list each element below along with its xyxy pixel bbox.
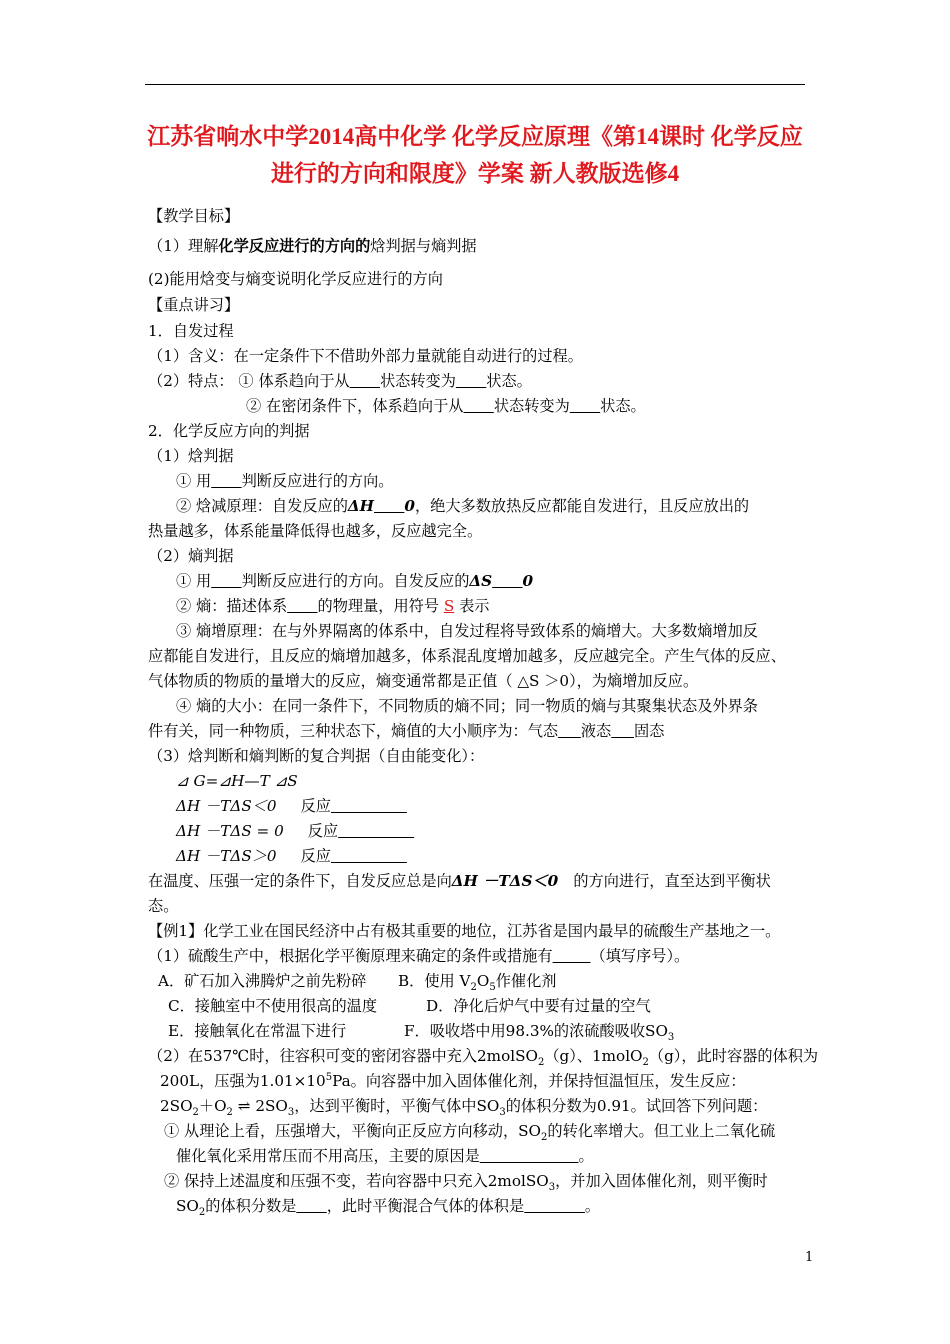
gibbs-formula: ⊿ G=⊿H—T ⊿S (176, 772, 298, 790)
enthalpy-item-2-cont: 热量越多，体系能量降低得也越多，反应越完全。 (148, 522, 483, 540)
reaction-equation: $2SO_2+O_2$ ⇌ $2SO_3$，达到平衡时，平衡气体中$SO_3$的体积分数为0.91。试回答下列问题： (160, 1097, 768, 1119)
gibbs-conclusion-line2: 态。 (148, 897, 179, 915)
entropy-item-3-line1: ③ 熵增原理：在与外界隔离的体系中，自发过程将导致体系的熵增大。大多数熵增加反 (176, 622, 758, 640)
page-number: 1 (805, 1250, 814, 1265)
goal-1: （1）理解化学反应进行的方向的焓判据与熵判据 (148, 237, 477, 255)
gibbs-rule-3: ΔH －TΔS＞0 反应 (176, 847, 331, 865)
example-1-question-2-line2: 200L，压强为$1.01\times 10^5Pa$。向容器中加入固体催化剂，并保持恒温恒压，发生反应： (160, 1071, 746, 1090)
option-e: E．接触氧化在常温下进行 (168, 1022, 347, 1040)
option-f: F．吸收塔中用98.3%的浓硫酸吸收$SO_3$ (404, 1022, 675, 1044)
section-2-title: 2．化学反应方向的判据 (148, 422, 310, 440)
example-1-question-1: （1）硫酸生产中，根据化学平衡原理来确定的条件或措施有 （填写序号）。 (148, 947, 690, 965)
option-c: C．接触室中不使用很高的温度 (168, 997, 378, 1015)
header-rule (145, 84, 805, 85)
example-1-intro: 【例1】化学工业在国民经济中占有极其重要的地位，江苏省是国内最早的硫酸生产基地之一。 (148, 922, 781, 940)
gibbs-rule-2: ΔH －TΔS = 0 反应 (176, 822, 339, 840)
entropy-item-3-line3: 气体物质的物质的量增大的反应，熵变通常都是正值（ △S ＞0），为熵增加反应。 (148, 672, 699, 690)
sub-question-1-line2: 催化氧化采用常压而不用高压，主要的原因是 。 (176, 1147, 594, 1165)
composite-criterion: （3）焓判断和熵判断的复合判据（自由能变化）： (148, 747, 485, 765)
enthalpy-criterion: （1）焓判据 (148, 447, 234, 465)
sub-question-2-line2: $SO_2$的体积分数是 ，此时平衡混合气体的体积是 。 (176, 1197, 601, 1219)
section-1-definition: （1）含义：在一定条件下不借助外部力量就能自动进行的过程。 (148, 347, 583, 365)
entropy-item-4-line1: ④ 熵的大小：在同一条件下，不同物质的熵不同；同一物质的熵与其聚集状态及外界条 (176, 697, 758, 715)
sub-question-2-line1: ② 保持上述温度和压强不变，若向容器中只充入2molSO$_3$，并加入固体催化剂，则平衡时 (164, 1172, 768, 1194)
gibbs-conclusion-line1: 在温度、压强一定的条件下，自发反应总是向ΔH －TΔS＜0 的方向进行，直至达到平衡状 (148, 872, 771, 890)
option-b: B．使用 $V_2O_5$作催化剂 (398, 972, 557, 994)
doc-title-line2: 进行的方向和限度》学案 新人教版选修4 (270, 161, 680, 186)
doc-title-line1: 江苏省响水中学2014高中化学 化学反应原理《第14课时 化学反应 (147, 124, 803, 149)
goal-2: (2)能用焓变与熵变说明化学反应进行的方向 (148, 270, 443, 288)
section-1-title: 1．自发过程 (148, 322, 234, 340)
gibbs-rule-1: ΔH －TΔS＜0 反应 (176, 797, 331, 815)
equilibrium-arrow-icon: ⇌ (237, 1097, 251, 1115)
example-1-question-2-line1: （2）在537℃时，往容积可变的密闭容器中充入2molSO$_2$（g）、1molO$_2$（g），此时容器的体积为 (148, 1047, 819, 1069)
entropy-item-1: ① 用 判断反应进行的方向。自发反应的ΔS 0 (176, 572, 534, 590)
enthalpy-item-1: ① 用 判断反应进行的方向。 (176, 472, 394, 490)
entropy-item-2: ② 熵：描述体系 的物理量，用符号 S 表示 (176, 597, 490, 615)
option-d: D．净化后炉气中要有过量的空气 (426, 997, 651, 1015)
entropy-item-4-line2: 件有关，同一种物质，三种状态下，熵值的大小顺序为：气态 液态 固态 (148, 722, 665, 740)
section-1-feature-2: ② 在密闭条件下，体系趋向于从 状态转变为 状态。 (246, 397, 646, 415)
entropy-criterion: （2）熵判据 (148, 547, 234, 565)
enthalpy-item-2: ② 焓减原理：自发反应的ΔH 0，绝大多数放热反应都能自发进行，且反应放出的 (176, 497, 750, 515)
sub-question-1-line1: ① 从理论上看，压强增大，平衡向正反应方向移动，$SO_2$的转化率增大。但工业上二氧化硫 (164, 1122, 776, 1144)
key-header: 【重点讲习】 (148, 296, 240, 314)
option-a: A．矿石加入沸腾炉之前先粉碎 (158, 972, 367, 990)
section-1-feature-1: （2）特点： ① 体系趋向于从 状态转变为 状态。 (148, 372, 532, 390)
goals-header: 【教学目标】 (148, 207, 240, 225)
entropy-item-3-line2: 应都能自发进行，且反应的熵增加越多，体系混乱度增加越多，反应越完全。产生气体的反应、 (148, 647, 786, 665)
